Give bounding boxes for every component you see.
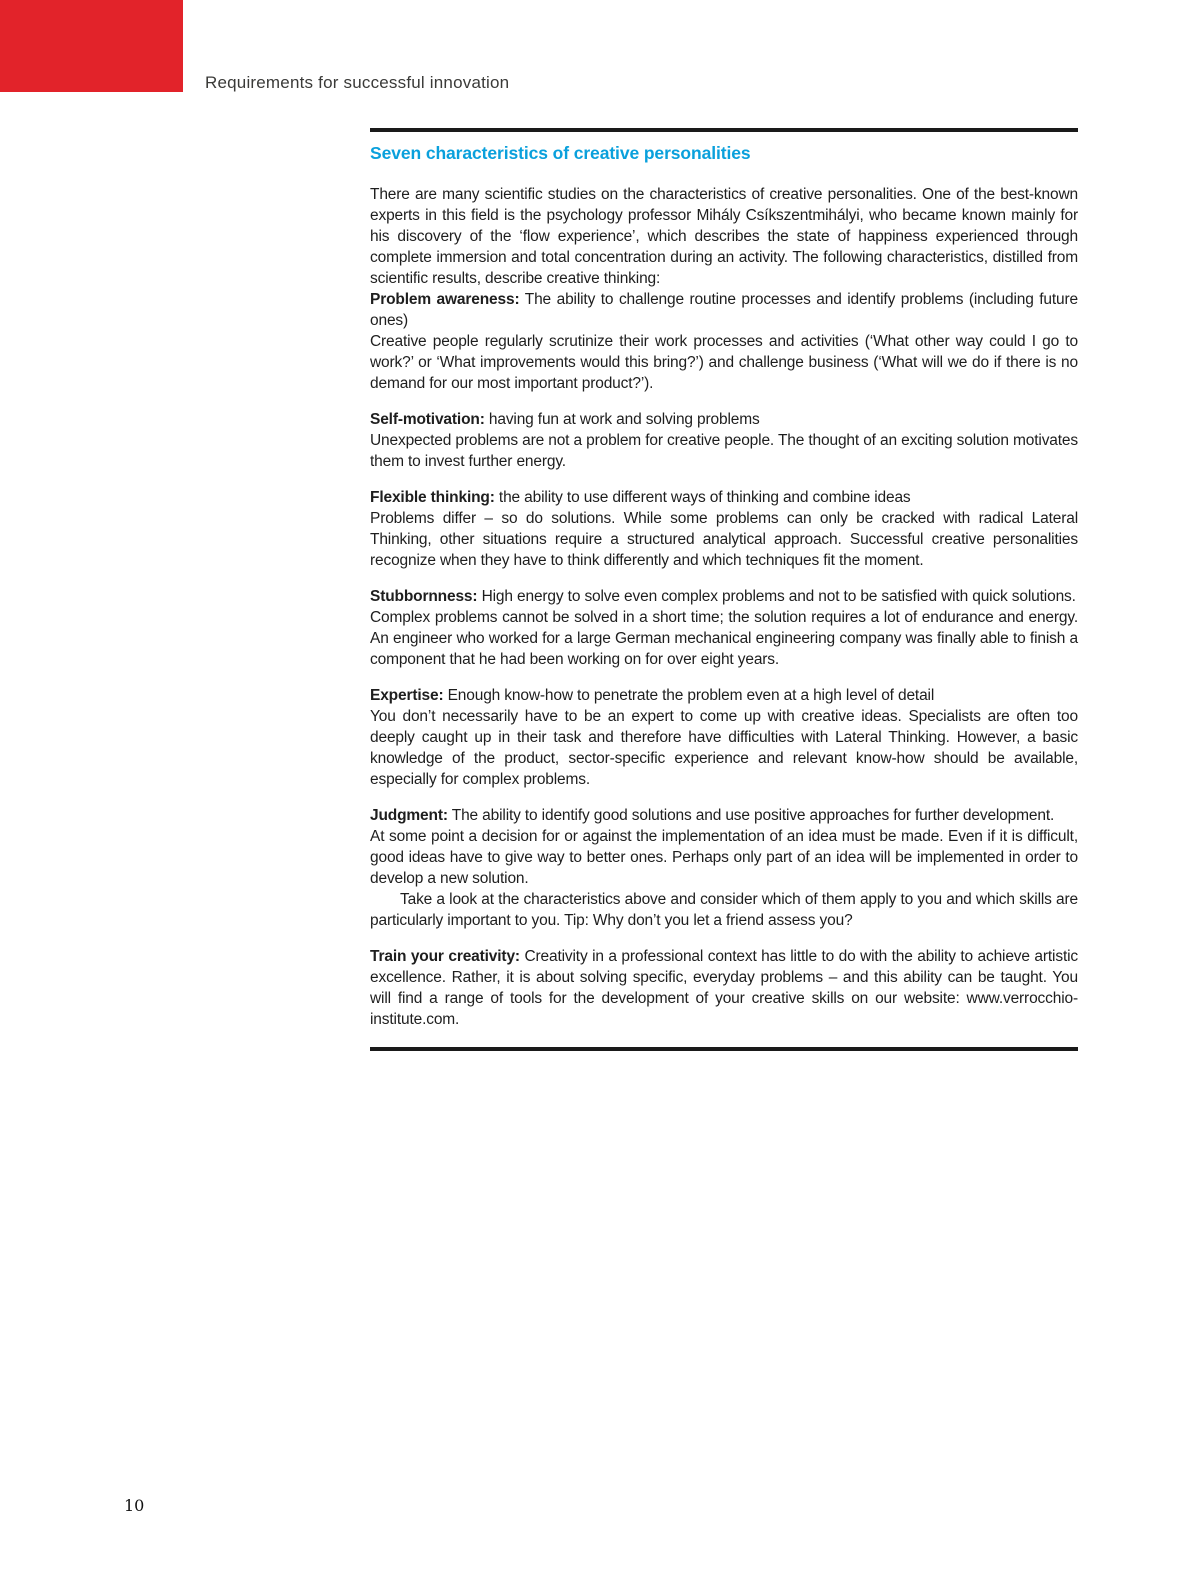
brand-red-block	[0, 0, 183, 92]
section-body: Problems differ – so do solutions. While some problems can only be cracked with radical Lateral Thinking, other situations require a structured analytical approach. Successful creative personalities recognize when they have to think differently and which techniques fit the moment.	[370, 510, 1078, 569]
section-definition-text: The ability to challenge routine processes and identify problems (including future ones)	[370, 291, 1079, 329]
section-extra-note: Take a look at the characteristics above and consider which of them apply to you and which skills are particularly important to you. Tip: Why don’t you let a friend assess you?	[370, 891, 1078, 929]
section-body: Complex problems cannot be solved in a short time; the solution requires a lot of endurance and energy. An engineer who worked for a large German mechanical engineering company was finally able to finish a component that he had been working on for over eight years.	[370, 609, 1078, 668]
section-definition-text: Enough know-how to penetrate the problem even at a high level of detail	[443, 687, 935, 704]
section-definition	[370, 805, 1078, 826]
section-definition	[370, 946, 1078, 1030]
article-title: Seven characteristics of creative personalities	[370, 143, 751, 163]
intro-paragraph: There are many scientific studies on the characteristics of creative personalities. One of the best-known experts in this field is the psychology professor Mihály Csíkszentmihályi, who became known mainly for his discovery of the ‘flow experience’, which describes the state of happiness experienced through complete immersion and total concentration during an activity. The following characteristics, distilled from scientific results, describe creative thinking:	[370, 186, 1078, 287]
section-definition	[370, 586, 1078, 607]
section-definition-text: having fun at work and solving problems	[484, 411, 760, 428]
section-definition-text: Creativity in a professional context has little to do with the ability to achieve artistic excellence. Rather, it is about solving specific, everyday problems – and this ability can be taught. You will find a range of tools for the development of your creative skills on our website: www.verrocchio-institute.com.	[370, 948, 1078, 1028]
section-body: Creative people regularly scrutinize their work processes and activities (‘What other way could I go to work?’ or ‘What improvements would this bring?’) and challenge business (‘What will we do if there is no demand for our most important product?’).	[370, 333, 1078, 392]
section-flexible-thinking	[370, 487, 1078, 571]
section-lead: Problem awareness:	[370, 291, 520, 308]
section-problem-awareness	[370, 289, 1078, 394]
section-definition	[370, 685, 1078, 706]
section-lead: Train your creativity:	[370, 948, 520, 965]
bottom-rule	[370, 1047, 1078, 1051]
section-definition-text: the ability to use different ways of thinking and combine ideas	[494, 489, 911, 506]
section-train-creativity	[370, 946, 1078, 1030]
section-body: You don’t necessarily have to be an expert to come up with creative ideas. Specialists are often too deeply caught up in their task and therefore have difficulties with Lateral Thinking. However, a basic knowledge of the product, sector-specific experience and relevant know-how should be available, especially for complex problems.	[370, 708, 1078, 788]
section-lead: Expertise:	[370, 687, 444, 704]
section-definition	[370, 487, 1078, 508]
section-self-motivation	[370, 409, 1078, 472]
section-body: At some point a decision for or against the implementation of an idea must be made. Even if it is difficult, good ideas have to give way to better ones. Perhaps only part of an idea will be implemented in order to develop a new solution.	[370, 828, 1078, 887]
section-judgment	[370, 805, 1078, 931]
section-lead: Self-motivation:	[370, 411, 485, 428]
section-stubbornness	[370, 586, 1078, 670]
section-lead: Judgment:	[370, 807, 448, 824]
section-definition	[370, 409, 1078, 430]
top-rule	[370, 128, 1078, 132]
section-body: Unexpected problems are not a problem for creative people. The thought of an exciting solution motivates them to invest further energy.	[370, 432, 1078, 470]
section-lead: Flexible thinking:	[370, 489, 495, 506]
page-number: 10	[124, 1496, 145, 1515]
running-header-title: Requirements for successful innovation	[205, 73, 510, 92]
section-expertise	[370, 685, 1078, 790]
section-definition	[370, 289, 1078, 331]
section-definition-text: High energy to solve even complex problems and not to be satisfied with quick solutions.	[477, 588, 1076, 605]
article	[370, 128, 1078, 1051]
section-definition-text: The ability to identify good solutions and use positive approaches for further development.	[447, 807, 1055, 824]
section-lead: Stubbornness:	[370, 588, 478, 605]
